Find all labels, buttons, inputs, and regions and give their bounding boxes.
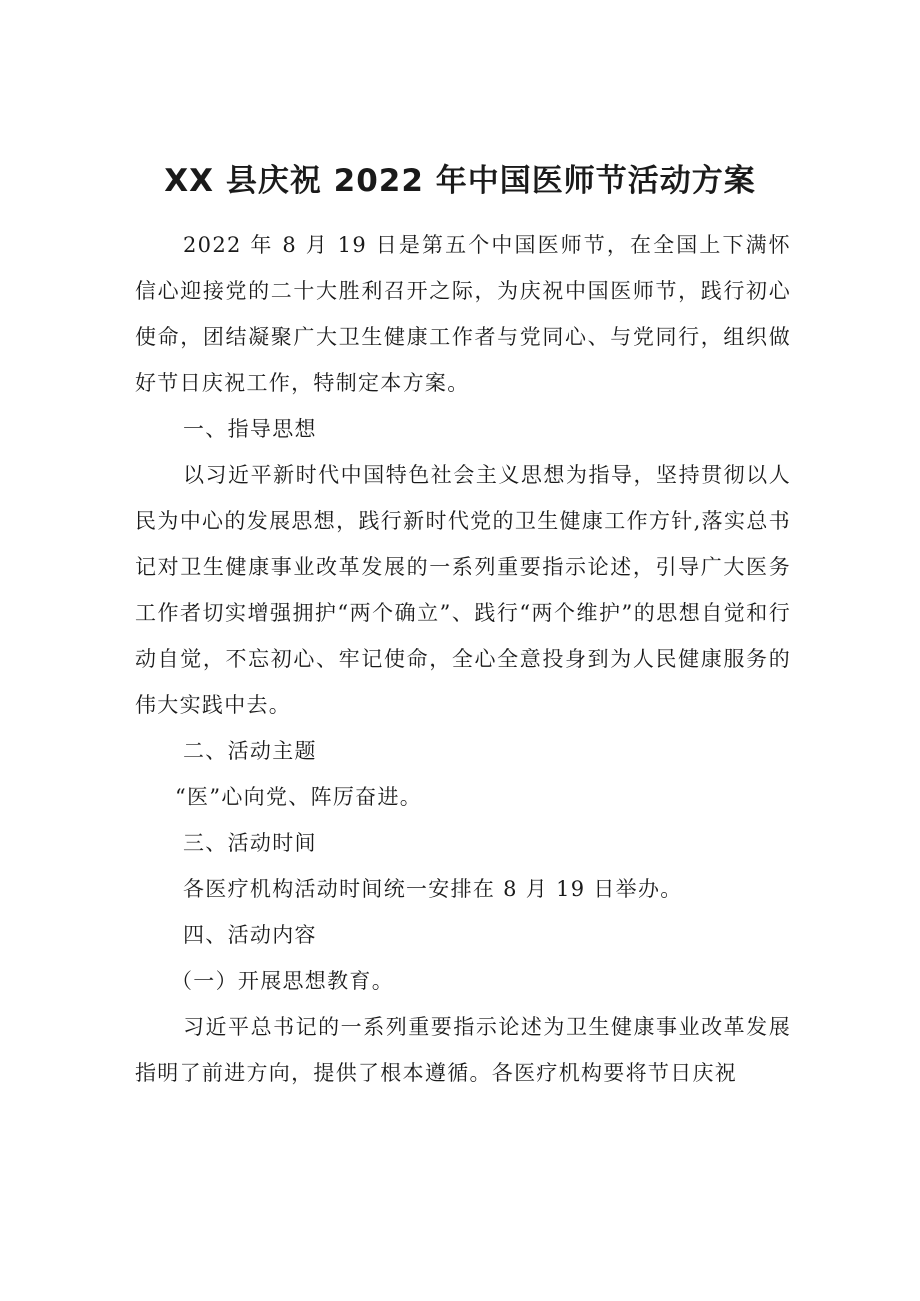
guiding-ideology-paragraph: 以习近平新时代中国特色社会主义思想为指导，坚持贯彻以人民为中心的发展思想，践行新时代党的卫生健康工作方针,落实总书记对卫生健康事业改革发展的一系列重要指示论述，引导广大医务工作者切实增强拥护“两个确立”、践行“两个维护”的思想自觉和行动自觉，不忘初心、牢记使命，全心全意投身到为人民健康服务的伟大实践中去。 <box>135 463 791 717</box>
activity-theme-text: “医”心向党、阵厉奋进。 <box>175 785 423 809</box>
subsection-heading-ideological-education: （一）开展思想教育。 <box>171 969 394 993</box>
section-heading-activity-theme: 二、活动主题 <box>183 739 317 763</box>
intro-paragraph: 2022 年 8 月 19 日是第五个中国医师节，在全国上下满怀信心迎接党的二十大胜利召开之际，为庆祝中国医师节，践行初心使命，团结凝聚广大卫生健康工作者与党同心、与党同行，组织做好节日庆祝工作，特制定本方案。 <box>135 233 791 395</box>
section-heading-activity-content: 四、活动内容 <box>183 923 317 947</box>
ideological-education-paragraph: 习近平总书记的一系列重要指示论述为卫生健康事业改革发展指明了前进方向，提供了根本遵循。各医疗机构要将节日庆祝 <box>135 1015 791 1085</box>
activity-time-text: 各医疗机构活动时间统一安排在 8 月 19 日举办。 <box>183 877 683 901</box>
section-heading-activity-time: 三、活动时间 <box>183 831 317 855</box>
document-title: XX 县庆祝 2022 年中国医师节活动方案 <box>164 163 756 199</box>
document-body <box>135 222 791 1096</box>
section-heading-guiding-ideology: 一、指导思想 <box>183 417 317 441</box>
